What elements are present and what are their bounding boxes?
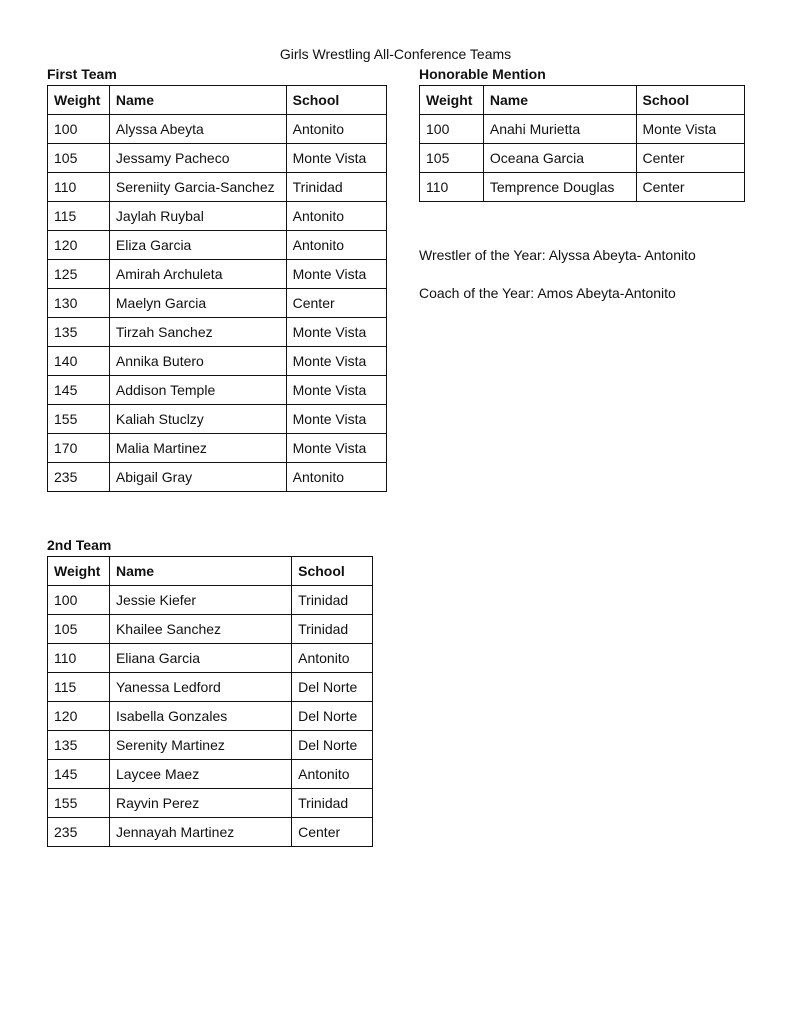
name-cell: Addison Temple (109, 376, 286, 405)
column-header-name: Name (109, 86, 286, 115)
name-cell: Sereniity Garcia-Sanchez (109, 173, 286, 202)
school-cell: Monte Vista (286, 376, 386, 405)
weight-cell: 105 (48, 144, 110, 173)
weight-cell: 235 (48, 818, 110, 847)
table-header-row (48, 86, 387, 115)
column-header-school: School (636, 86, 744, 115)
weight-cell: 100 (48, 586, 110, 615)
table-row (48, 318, 387, 347)
weight-cell: 105 (420, 144, 484, 173)
name-cell: Serenity Martinez (109, 731, 291, 760)
weight-cell: 115 (48, 202, 110, 231)
table-row (48, 615, 373, 644)
second-team-body (48, 586, 373, 847)
weight-cell: 155 (48, 405, 110, 434)
table-row (48, 289, 387, 318)
name-cell: Anahi Murietta (483, 115, 636, 144)
weight-cell: 135 (48, 318, 110, 347)
school-cell: Trinidad (292, 586, 373, 615)
table-row (420, 115, 745, 144)
wrestler-of-the-year: Wrestler of the Year: Alyssa Abeyta- Antonito (419, 247, 696, 263)
first-team-table (47, 85, 387, 492)
table-row (48, 202, 387, 231)
name-cell: Oceana Garcia (483, 144, 636, 173)
name-cell: Temprence Douglas (483, 173, 636, 202)
school-cell: Antonito (286, 202, 386, 231)
school-cell: Antonito (292, 644, 373, 673)
name-cell: Jaylah Ruybal (109, 202, 286, 231)
school-cell: Center (636, 173, 744, 202)
school-cell: Antonito (286, 463, 386, 492)
school-cell: Monte Vista (286, 260, 386, 289)
honorable-mention-table (419, 85, 745, 202)
school-cell: Antonito (286, 115, 386, 144)
coach-of-the-year: Coach of the Year: Amos Abeyta-Antonito (419, 285, 676, 301)
first-team-body (48, 115, 387, 492)
table-row (48, 731, 373, 760)
name-cell: Annika Butero (109, 347, 286, 376)
school-cell: Monte Vista (286, 318, 386, 347)
table-row (48, 405, 387, 434)
school-cell: Monte Vista (286, 405, 386, 434)
name-cell: Isabella Gonzales (109, 702, 291, 731)
school-cell: Center (636, 144, 744, 173)
table-row (48, 644, 373, 673)
second-team-table (47, 556, 373, 847)
school-cell: Center (286, 289, 386, 318)
weight-cell: 145 (48, 376, 110, 405)
name-cell: Yanessa Ledford (109, 673, 291, 702)
weight-cell: 125 (48, 260, 110, 289)
school-cell: Del Norte (292, 673, 373, 702)
name-cell: Amirah Archuleta (109, 260, 286, 289)
school-cell: Trinidad (292, 615, 373, 644)
table-row (48, 347, 387, 376)
table-row (48, 818, 373, 847)
document-title: Girls Wrestling All-Conference Teams (279, 46, 512, 62)
name-cell: Jennayah Martinez (109, 818, 291, 847)
table-row (48, 789, 373, 818)
honorable-mention-heading: Honorable Mention (419, 66, 546, 82)
name-cell: Jessie Kiefer (109, 586, 291, 615)
weight-cell: 110 (48, 644, 110, 673)
school-cell: Monte Vista (286, 347, 386, 376)
name-cell: Jessamy Pacheco (109, 144, 286, 173)
school-cell: Monte Vista (636, 115, 744, 144)
school-cell: Antonito (292, 760, 373, 789)
name-cell: Khailee Sanchez (109, 615, 291, 644)
name-cell: Eliana Garcia (109, 644, 291, 673)
table-row (48, 115, 387, 144)
table-row (48, 673, 373, 702)
weight-cell: 110 (420, 173, 484, 202)
weight-cell: 110 (48, 173, 110, 202)
table-row (48, 144, 387, 173)
weight-cell: 235 (48, 463, 110, 492)
weight-cell: 135 (48, 731, 110, 760)
table-row (48, 260, 387, 289)
school-cell: Antonito (286, 231, 386, 260)
school-cell: Del Norte (292, 702, 373, 731)
table-row (420, 144, 745, 173)
weight-cell: 120 (48, 231, 110, 260)
name-cell: Maelyn Garcia (109, 289, 286, 318)
school-cell: Monte Vista (286, 144, 386, 173)
weight-cell: 105 (48, 615, 110, 644)
table-row (48, 702, 373, 731)
second-team-heading: 2nd Team (47, 537, 112, 553)
table-row (420, 173, 745, 202)
weight-cell: 130 (48, 289, 110, 318)
name-cell: Alyssa Abeyta (109, 115, 286, 144)
school-cell: Del Norte (292, 731, 373, 760)
weight-cell: 170 (48, 434, 110, 463)
table-row (48, 586, 373, 615)
weight-cell: 100 (420, 115, 484, 144)
name-cell: Rayvin Perez (109, 789, 291, 818)
table-header-row (420, 86, 745, 115)
honorable-mention-body (420, 115, 745, 202)
table-row (48, 231, 387, 260)
school-cell: Monte Vista (286, 434, 386, 463)
name-cell: Kaliah Stuclzy (109, 405, 286, 434)
table-row (48, 463, 387, 492)
column-header-weight: Weight (420, 86, 484, 115)
table-header-row (48, 557, 373, 586)
weight-cell: 100 (48, 115, 110, 144)
table-row (48, 376, 387, 405)
weight-cell: 145 (48, 760, 110, 789)
weight-cell: 120 (48, 702, 110, 731)
weight-cell: 155 (48, 789, 110, 818)
name-cell: Laycee Maez (109, 760, 291, 789)
school-cell: Center (292, 818, 373, 847)
name-cell: Malia Martinez (109, 434, 286, 463)
table-row (48, 760, 373, 789)
weight-cell: 140 (48, 347, 110, 376)
column-header-name: Name (109, 557, 291, 586)
column-header-weight: Weight (48, 86, 110, 115)
name-cell: Tirzah Sanchez (109, 318, 286, 347)
weight-cell: 115 (48, 673, 110, 702)
name-cell: Eliza Garcia (109, 231, 286, 260)
column-header-school: School (286, 86, 386, 115)
table-row (48, 173, 387, 202)
column-header-school: School (292, 557, 373, 586)
column-header-name: Name (483, 86, 636, 115)
school-cell: Trinidad (292, 789, 373, 818)
table-row (48, 434, 387, 463)
column-header-weight: Weight (48, 557, 110, 586)
name-cell: Abigail Gray (109, 463, 286, 492)
first-team-heading: First Team (47, 66, 117, 82)
school-cell: Trinidad (286, 173, 386, 202)
